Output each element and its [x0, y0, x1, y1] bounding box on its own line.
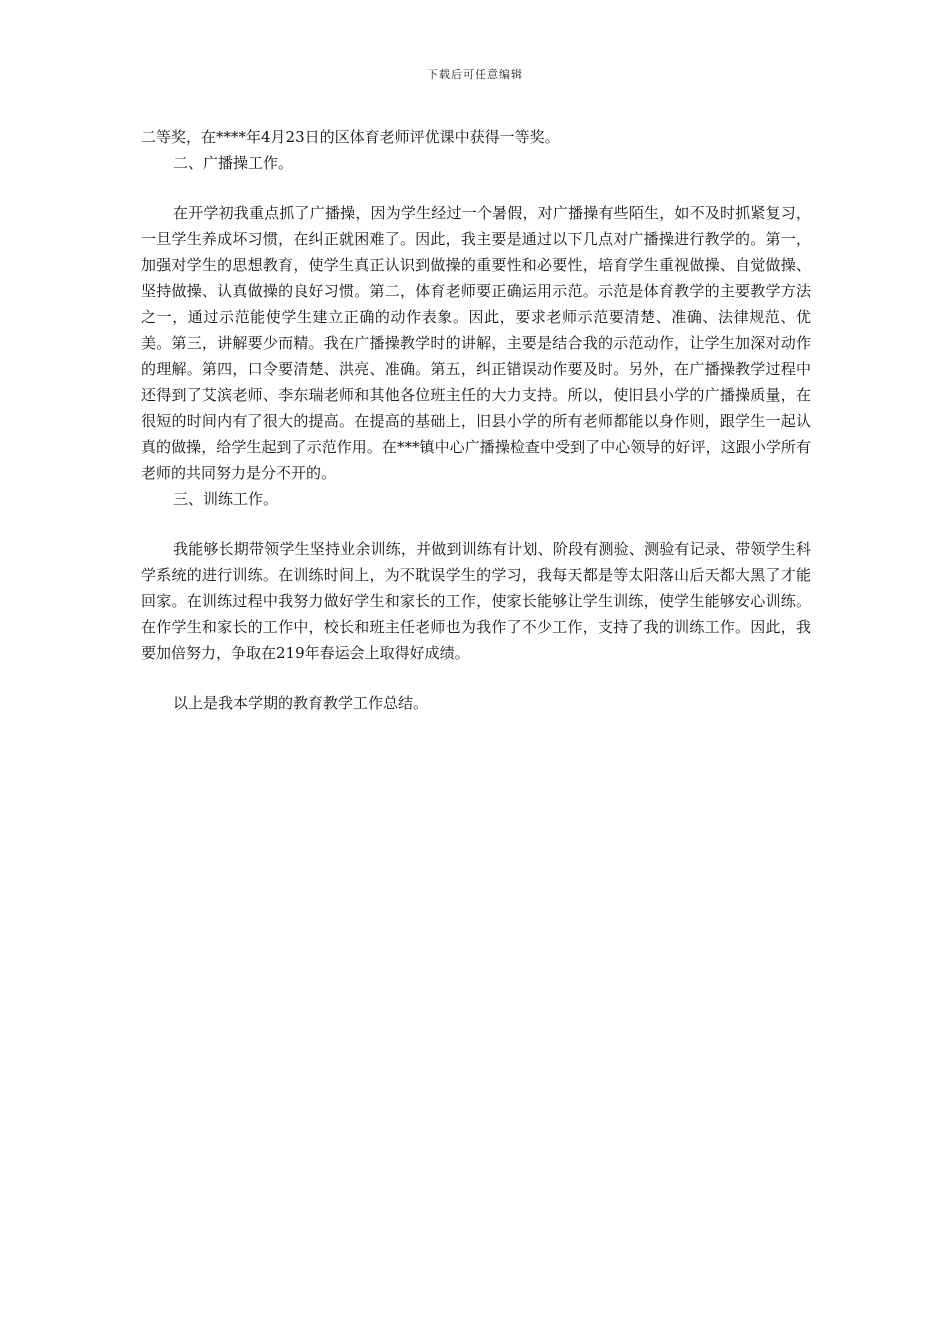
paragraph-broadcast-exercise: 在开学初我重点抓了广播操，因为学生经过一个暑假，对广播操有些陌生，如不及时抓紧复习，一旦学生养成坏习惯，在纠正就困难了。因此，我主要是通过以下几点对广播操进行教学的。第一，加强对学生的思想教育，使学生真正认识到做操的重要性和必要性，培育学生重视做操、自觉做操、坚持做操、认真做操的良好习惯。第二，体育老师要正确运用示范。示范是体育教学的主要教学方法之一，通过示范能使学生建立正确的动作表象。因此，要求老师示范要清楚、准确、法律规范、优美。第三，讲解要少而精。我在广播操教学时的讲解，主要是结合我的示范动作，让学生加深对动作的理解。第四，口令要清楚、洪亮、准确。第五，纠正错误动作要及时。另外，在广播操教学过程中还得到了艾滨老师、李东瑞老师和其他各位班主任的大力支持。所以，使旧县小学的广播操质量，在很短的时间内有了很大的提高。在提高的基础上，旧县小学的所有老师都能以身作则，跟学生一起认真的做操，给学生起到了示范作用。在***镇中心广播操检查中受到了中心领导的好评，这跟小学所有老师的共同努力是分不开的。: [141, 204, 811, 482]
paragraph-training: 我能够长期带领学生坚持业余训练，并做到训练有计划、阶段有测验、测验有记录、带领学生科学系统的进行训练。在训练时间上，为不耽误学生的学习，我每天都是等太阳落山后天都大黑了才能回家。在训练过程中我努力做好学生和家长的工作，使家长能够让学生训练，使学生能够安心训练。在作学生和家长的工作中，校长和班主任老师也为我作了不少工作，支持了我的训练工作。因此，我要加倍努力，争取在219年春运会上取得好成绩。: [141, 540, 811, 662]
heading-training: 三、训练工作。: [173, 490, 279, 508]
header-note: 下载后可任意编辑: [427, 68, 523, 81]
paragraph-conclusion: 以上是我本学期的教育教学工作总结。: [173, 694, 429, 712]
heading-broadcast-exercise: 二、广播操工作。: [173, 154, 294, 172]
paragraph-awards: 二等奖，在****年4月23日的区体育老师评优课中获得一等奖。: [141, 128, 560, 146]
document-body: [141, 124, 811, 716]
